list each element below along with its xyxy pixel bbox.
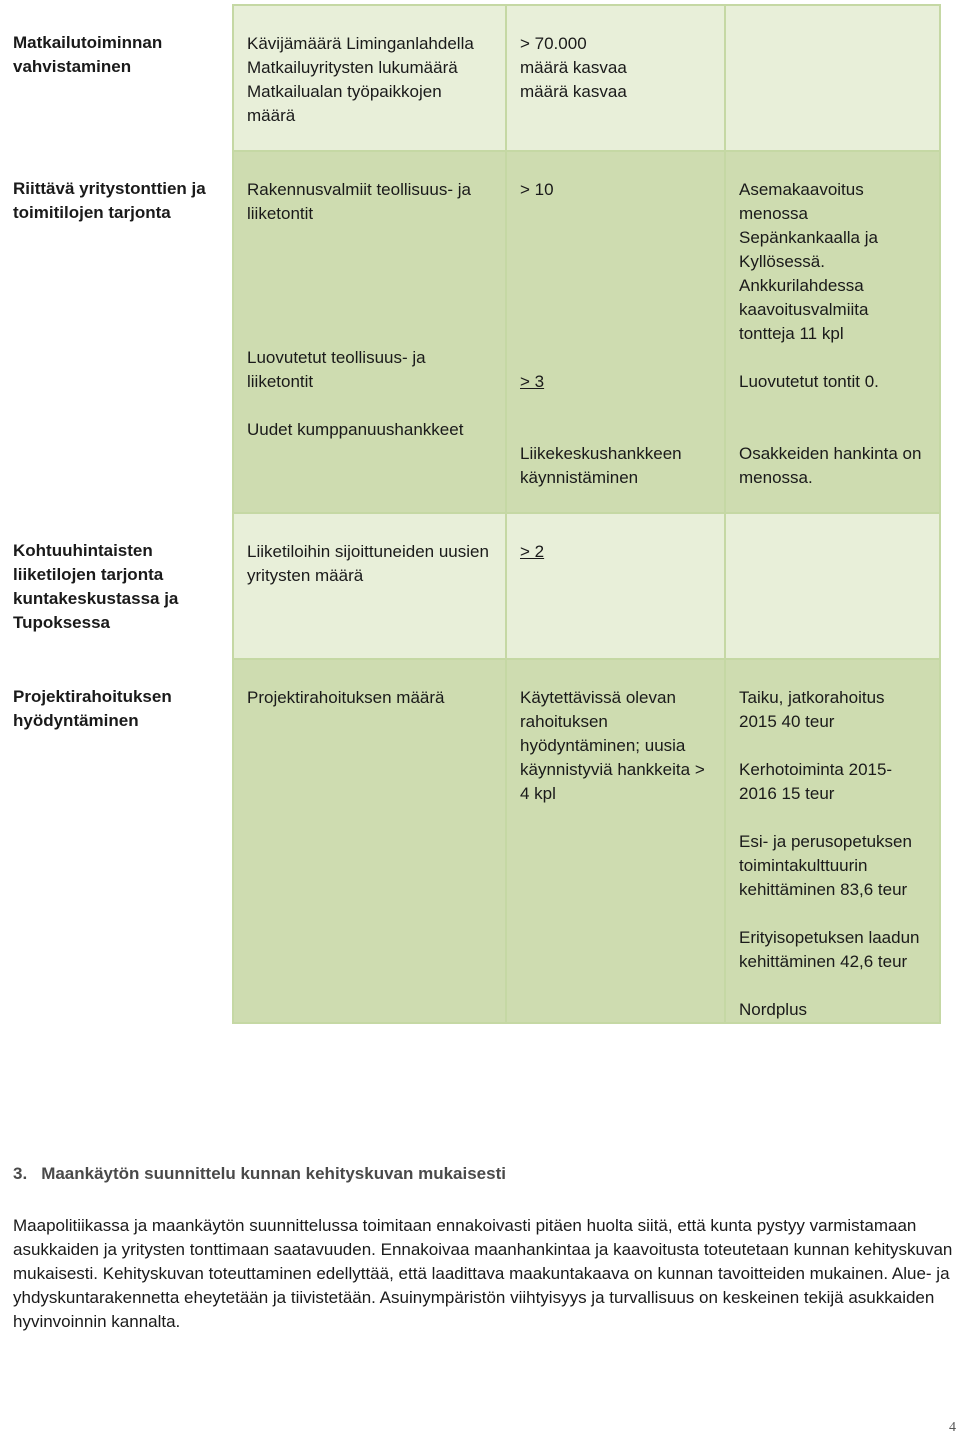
status-text: Kerhotoiminta 2015-2016 15 teur <box>739 760 893 803</box>
status-text: Esi- ja perusopetuksen toimintakulttuurin kehittäminen 83,6 teur <box>739 832 912 899</box>
goal-cell <box>0 151 233 513</box>
target-text: > 2 <box>520 542 545 561</box>
section-heading <box>13 1162 506 1186</box>
section-paragraph: Maapolitiikassa ja maankäytön suunnittelussa toimitaan ennakoivasti pitäen huolta siitä, että kunta pystyy varmistamaan asukkaiden ja yritysten tonttimaan saatavuuden. Ennakoivaa maanhankintaa ja kaavoitusta toteutetaan kunnan kehityskuvan mukaisesti. Kehityskuvan toteuttaminen edellyttää, että laadittava maakuntakaava on kunnan tavoitteiden mukainen. Alue- ja yhdyskuntarakennetta eheytetään ja tiivistetään. Asuinympäristön viihtyisyys ja turvallisuus on keskeinen tekijä asukkaiden hyvinvoinnin kannalta. <box>13 1216 953 1331</box>
status-text: Asemakaavoitus menossa Sepänkankaalla ja Kyllösessä. Ankkurilahdessa kaavoitusvalmiita tontteja 11 kpl <box>739 180 878 343</box>
indicator-text: Luovutetut teollisuus- ja liiketontit <box>247 348 426 391</box>
target-cell <box>506 659 725 1023</box>
goal-text: Riittävä yritystonttien ja toimitilojen tarjonta <box>13 179 206 222</box>
status-text: Erityisopetuksen laadun kehittäminen 42,6 teur <box>739 928 920 971</box>
table-row <box>0 151 940 513</box>
target-cell <box>506 513 725 659</box>
goal-text: Kohtuuhintaisten liiketilojen tarjonta kuntakeskustassa ja Tupoksessa <box>13 541 179 632</box>
status-text: Osakkeiden hankinta on menossa. <box>739 444 922 487</box>
target-text: Käytettävissä olevan rahoituksen hyödyntäminen; uusia käynnistyviä hankkeita > 4 kpl <box>520 688 705 803</box>
target-cell <box>506 5 725 151</box>
status-text: Luovutetut tontit 0. <box>739 372 879 391</box>
goal-cell <box>0 5 233 151</box>
status-text: Nordplus <box>739 1000 808 1019</box>
target-text: > 70.000 <box>520 34 587 53</box>
status-cell <box>725 513 940 659</box>
indicator-cell <box>233 151 506 513</box>
goal-text: Projektirahoituksen hyödyntäminen <box>13 687 172 730</box>
page-number: 4 <box>949 1420 956 1435</box>
status-cell <box>725 5 940 151</box>
indicator-text: Matkailualan työpaikkojen määrä <box>247 82 442 125</box>
indicator-text: Matkailuyritysten lukumäärä <box>247 58 458 77</box>
target-text: määrä kasvaa <box>520 82 627 101</box>
section-number: 3. <box>13 1164 28 1183</box>
indicator-cell <box>233 659 506 1023</box>
target-text: > 10 <box>520 180 554 199</box>
table-row <box>0 5 940 151</box>
indicator-text: Projektirahoituksen määrä <box>247 688 445 707</box>
section-title: Maankäytön suunnittelu kunnan kehityskuvan mukaisesti <box>41 1164 506 1183</box>
goal-cell <box>0 513 233 659</box>
goal-cell <box>0 659 233 1023</box>
table-row <box>0 513 940 659</box>
indicator-text: Liiketiloihin sijoittuneiden uusien yritysten määrä <box>247 542 489 585</box>
target-text: > 3 <box>520 372 545 391</box>
goal-text: Matkailutoiminnan vahvistaminen <box>13 33 163 76</box>
target-text: määrä kasvaa <box>520 58 627 77</box>
indicator-text: Uudet kumppanuushankkeet <box>247 420 464 439</box>
status-text: Taiku, jatkorahoitus 2015 40 teur <box>739 688 885 731</box>
indicator-cell <box>233 513 506 659</box>
target-text: Liikekeskushankkeen käynnistäminen <box>520 444 682 487</box>
goals-table <box>0 4 941 1024</box>
indicator-cell <box>233 5 506 151</box>
status-cell <box>725 151 940 513</box>
indicator-text: Kävijämäärä Liminganlahdella <box>247 34 474 53</box>
indicator-text: Rakennusvalmiit teollisuus- ja liiketontit <box>247 180 471 223</box>
target-cell <box>506 151 725 513</box>
table-row <box>0 659 940 1023</box>
status-cell <box>725 659 940 1023</box>
